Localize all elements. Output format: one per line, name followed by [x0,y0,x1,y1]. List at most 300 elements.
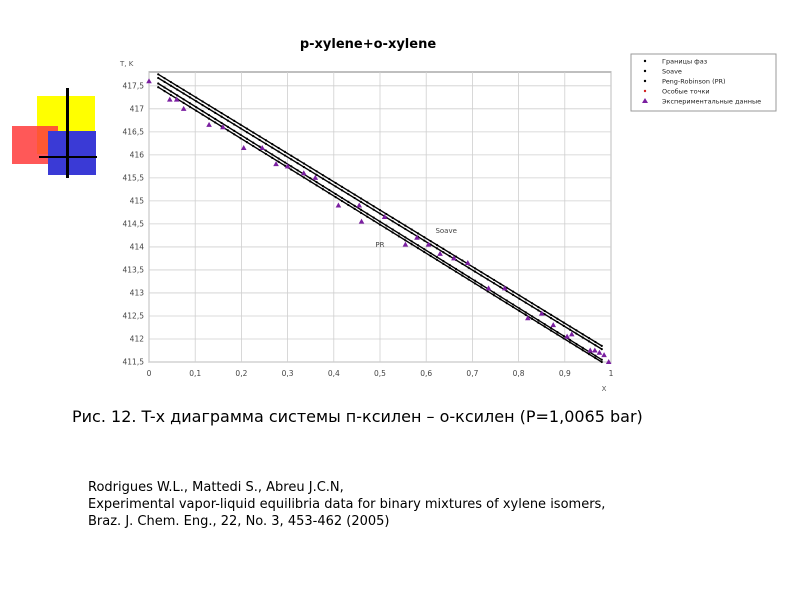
series-point [493,292,495,294]
series-point [575,343,577,345]
series-point [170,94,172,96]
annotation-pr: PR [375,240,385,249]
series-point [303,162,305,164]
y-tick-label: 412,5 [122,311,144,321]
series-point [544,326,546,328]
series-point [328,189,330,191]
series-point [233,130,235,132]
series-point [531,318,533,320]
series-point [227,126,229,128]
series-point [518,307,520,309]
series-point [240,137,242,139]
series-point [208,114,210,116]
series-point [512,294,514,296]
series-point [569,325,571,327]
annotation-soave: Soave [435,227,457,236]
series-point [442,260,444,262]
series-point [461,272,463,274]
series-point [556,331,558,333]
series-point [163,81,165,83]
series-point [449,264,451,266]
series-point [442,263,444,265]
series-point [271,153,273,155]
series-point [189,102,191,104]
reference-journal: Braz. J. Chem. Eng., 22, No. 3, 453-462 (2005) [88,514,390,529]
series-point [544,310,546,312]
legend-label: Peng-Robinson (PR) [662,77,726,86]
series-point [354,208,356,210]
series-point [284,161,286,163]
series-point [417,244,419,246]
series-point [284,154,286,156]
series-point [182,102,184,104]
series-point [233,123,235,125]
series-point [563,325,565,327]
series-point [404,225,406,227]
series-point [201,114,203,116]
series-point [417,232,419,234]
series-point [322,174,324,176]
series-point [316,184,318,186]
legend-dot-icon [644,60,646,62]
series-point [385,227,387,229]
series-point [335,196,337,198]
series-point [341,189,343,191]
series-point [537,306,539,308]
series-point [290,165,292,167]
x-tick-label: 0,7 [466,369,479,378]
series-point [354,197,356,199]
series-point [214,121,216,123]
series-point [157,77,159,79]
series-point [297,169,299,171]
series-point [366,201,368,203]
series-point [379,209,381,211]
series-point [259,146,261,148]
series-point [347,193,349,195]
x-tick-label: 0,3 [281,369,294,378]
figure-caption: Рис. 12. T-x диаграмма системы п-ксилен – о-ксилен (P=1,0065 bar) [72,407,643,426]
x-tick-label: 0,4 [327,369,340,378]
series-point [328,181,330,183]
series-point [240,127,242,129]
series-point [468,278,470,280]
series-point [493,294,495,296]
series-point [525,311,527,313]
series-point [189,106,191,108]
series-point [328,178,330,180]
series-point [271,143,273,145]
series-point [487,278,489,280]
x-tick-label: 0,2 [235,369,248,378]
series-point [373,220,375,222]
series-point [442,248,444,250]
series-point [601,348,603,350]
series-point [588,353,590,355]
series-point [335,182,337,184]
series-point [176,94,178,96]
series-point [461,275,463,277]
series-point [385,224,387,226]
series-point [316,181,318,183]
x-axis-label: X [601,385,607,393]
series-point [499,283,501,285]
y-axis-label: T, K [120,60,134,68]
series-point [189,96,191,98]
series-point [411,228,413,230]
series-point [208,117,210,119]
series-point [265,149,267,151]
series-point [265,139,267,141]
series-point [347,190,349,192]
y-tick-label: 414 [129,242,144,252]
series-point [594,344,596,346]
series-point [480,286,482,288]
series-point [518,298,520,300]
series-point [157,82,159,84]
series-point [455,271,457,273]
series-point [575,345,577,347]
series-point [588,337,590,339]
legend-dot-icon [644,90,646,92]
series-point [436,247,438,249]
series-point [347,201,349,203]
series-point [322,178,324,180]
series-point [436,259,438,261]
series-point [246,138,248,140]
series-point [512,306,514,308]
x-tick-label: 0,8 [512,369,525,378]
series-point [373,205,375,207]
series-point [214,112,216,114]
series-point [221,116,223,118]
x-tick-label: 0 [146,369,152,378]
series-point [360,197,362,199]
series-point [525,302,527,304]
reference-authors: Rodrigues W.L., Mattedi S., Abreu J.C.N, [88,480,344,495]
series-point [449,267,451,269]
series-point [398,232,400,234]
series-point [398,235,400,237]
series-point [373,217,375,219]
legend-label: Особые точки [662,87,710,96]
series-point [468,276,470,278]
series-point [157,86,159,88]
series-point [170,90,172,92]
series-point [360,209,362,211]
series-point [392,231,394,233]
series-point [512,290,514,292]
series-point [176,85,178,87]
series-point [417,247,419,249]
series-point [309,180,311,182]
series-point [480,271,482,273]
series-point [284,165,286,167]
series-point [233,120,235,122]
series-point [423,236,425,238]
series-point [556,321,558,323]
series-point [259,139,261,141]
series-point [398,221,400,223]
x-tick-label: 0,1 [189,369,202,378]
series-point [379,223,381,225]
series-point [176,89,178,91]
y-tick-label: 417 [129,104,144,114]
series-point [170,81,172,83]
series-point [575,333,577,335]
series-point [449,252,451,254]
series-point [341,197,343,199]
series-point [366,216,368,218]
series-point [201,104,203,106]
series-point [201,100,203,102]
reference-title: Experimental vapor-liquid equilibria data for binary mixtures of xylene isomers, [88,497,606,512]
series-point [195,100,197,102]
series-point [240,134,242,136]
series-point [379,212,381,214]
series-point [252,135,254,137]
series-point [455,256,457,258]
series-point [341,186,343,188]
series-point [284,151,286,153]
series-point [214,118,216,120]
series-point [278,161,280,163]
series-point [474,271,476,273]
legend-label: Экспериментальные данные [662,97,762,106]
series-point [347,204,349,206]
series-point [252,145,254,147]
x-tick-labels [147,369,614,378]
y-tick-labels [123,81,145,366]
series-point [537,322,539,324]
series-point [259,135,261,137]
series-point [170,85,172,87]
legend [631,54,776,111]
series-point [474,282,476,284]
series-point [582,336,584,338]
series-point [366,213,368,215]
series-point [404,236,406,238]
series-point [303,166,305,168]
series-point [373,209,375,211]
y-tick-label: 414,5 [122,219,144,229]
series-point [278,150,280,152]
series-point [474,280,476,282]
series-point [195,96,197,98]
series-point [601,345,603,347]
series-point [493,279,495,281]
series-point [518,294,520,296]
series-point [487,275,489,277]
y-tick-label: 413 [129,288,144,298]
series-point [449,255,451,257]
series-point [265,153,267,155]
series-point [265,143,267,145]
series-point [563,335,565,337]
legend-dot-icon [644,80,646,82]
series-point [563,322,565,324]
series-point [271,157,273,159]
series-point [271,147,273,149]
series-point [544,323,546,325]
series-point [601,359,603,361]
x-tick-label: 1 [608,369,614,378]
series-point [531,305,533,307]
series-point [278,157,280,159]
legend-label: Границы фаз [662,57,708,66]
x-tick-label: 0,6 [420,369,433,378]
series-point [411,243,413,245]
series-point [569,329,571,331]
series-point [182,92,184,94]
series-point [512,303,514,305]
series-point [594,355,596,357]
series-point [487,290,489,292]
series-point [525,314,527,316]
series-point [594,357,596,359]
series-point [240,124,242,126]
series-point [531,315,533,317]
series-point [423,251,425,253]
series-point [430,255,432,257]
legend-label: Soave [662,67,682,76]
series-point [582,347,584,349]
series-point [531,302,533,304]
series-point [385,213,387,215]
y-tick-label: 415 [129,196,144,206]
series-point [392,217,394,219]
x-tick-label: 0,5 [374,369,386,378]
chart-title: p-xylene+o-xylene [299,37,437,52]
series-point [297,162,299,164]
series-point [423,240,425,242]
series-point [379,221,381,223]
series-point [366,205,368,207]
series-point [297,172,299,174]
series-point [468,267,470,269]
series-point [195,110,197,112]
series-point [474,267,476,269]
series-point [233,133,235,135]
series-point [290,169,292,171]
series-point [493,282,495,284]
series-point [189,93,191,95]
series-point [442,251,444,253]
series-point [278,147,280,149]
series-point [436,244,438,246]
series-point [569,341,571,343]
series-point [290,158,292,160]
series-point [499,298,501,300]
series-point [430,240,432,242]
series-point [436,256,438,258]
series-point [480,284,482,286]
series-point [499,295,501,297]
series-point [411,240,413,242]
series-point [360,212,362,214]
series-point [252,142,254,144]
series-point [322,185,324,187]
y-tick-label: 412 [129,334,144,344]
series-point [195,106,197,108]
series-point [582,349,584,351]
series-point [182,89,184,91]
series-point [354,205,356,207]
series-point [550,314,552,316]
series-point [341,200,343,202]
series-point [550,327,552,329]
series-point [423,248,425,250]
series-point [303,176,305,178]
series-point [163,90,165,92]
series-point [575,329,577,331]
series-point [461,259,463,261]
series-point [290,155,292,157]
series-point [430,252,432,254]
y-tick-label: 411,5 [122,357,144,367]
series-point [550,329,552,331]
series-point [227,119,229,121]
series-point [582,333,584,335]
x-tick-label: 0,9 [558,369,571,378]
series-point [221,122,223,124]
series-point [398,224,400,226]
series-point [208,104,210,106]
series-point [335,185,337,187]
series-point [246,128,248,130]
series-point [182,98,184,100]
y-tick-label: 417,5 [122,81,144,91]
series-point [335,193,337,195]
series-point [221,112,223,114]
series-point [354,193,356,195]
series-point [214,108,216,110]
series-point [411,232,413,234]
y-tick-label: 416,5 [122,127,144,137]
series-point [163,86,165,88]
series-point [506,299,508,301]
series-point [518,310,520,312]
series-point [246,141,248,143]
series-point [455,268,457,270]
series-point [594,341,596,343]
series-point [588,340,590,342]
series-point [316,170,318,172]
series-point [525,298,527,300]
series-point [550,317,552,319]
y-tick-label: 416 [129,150,144,160]
series-point [404,228,406,230]
series-point [316,174,318,176]
series-point [309,166,311,168]
series-point [227,116,229,118]
series-point [157,73,159,75]
series-point [569,339,571,341]
series-point [392,220,394,222]
series-point [309,177,311,179]
series-point [556,318,558,320]
series-point [537,309,539,311]
series-point [506,302,508,304]
series-point [601,361,603,363]
series-point [556,333,558,335]
series-point [480,274,482,276]
series-point [360,201,362,203]
series-point [404,239,406,241]
series-point [297,159,299,161]
series-point [227,129,229,131]
series-point [252,131,254,133]
